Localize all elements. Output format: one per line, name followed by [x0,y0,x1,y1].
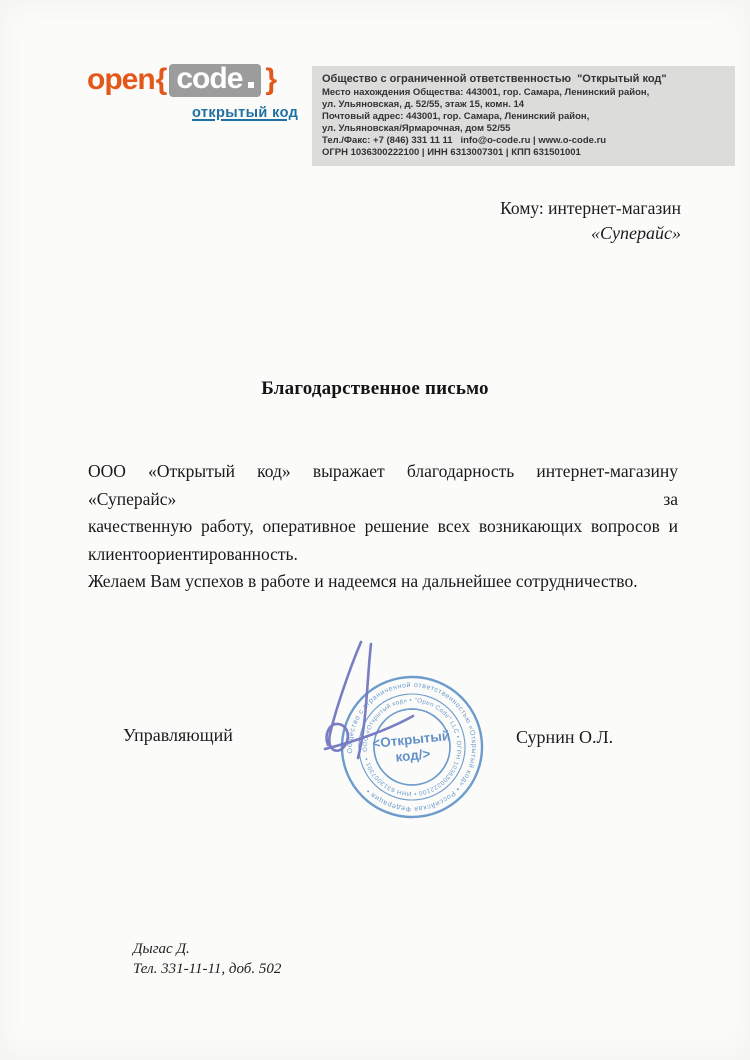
stamp-outer-ring-text: Общество с ограниченной ответственностью «Открытый код» • Российская Федерация • [346,681,478,813]
logo-subtitle: открытый код [192,105,299,121]
company-info-line: Место нахождения Общества: 443001, гор. Самара, Ленинский район, [322,87,650,98]
signatory-role: Управляющий [123,725,233,745]
logo-code-text: code [176,61,243,95]
company-contacts-line: Тел./Факс: +7 (846) 331 11 11 info@o-code.ru | www.o-code.ru [322,135,607,147]
company-logo [87,63,276,97]
stamp-inner-ring-text: ООО «Открытый код» • "Open Code" LLC • ОГРН 1036300222100 • ИНН 6313007301 • [361,696,463,798]
company-name-line: Общество с ограниченной ответственностью "Открытый код" [322,73,667,85]
logo-close-brace: } [265,63,277,96]
body-line: ООО «Открытый код» выражает благодарность интернет-магазину «Суперайс» за [88,461,678,509]
company-info-line: ул. Ульяновская, д. 52/55, этаж 15, комн. 14 [322,99,525,111]
recipient-line: Кому: интернет-магазин [500,198,681,218]
company-registration-line: ОГРН 1036300222100 | ИНН 6313007301 | КПП 631501001 [322,147,581,159]
recipient-name: «Суперайс» [591,223,681,243]
body-line: Желаем Вам успехов в работе и надеемся на дальнейшее сотрудничество. [88,571,638,591]
stamp-center-line1: <Открытый [371,728,451,752]
recipient-block [500,196,681,246]
contact-phone: Тел. 331-11-11, доб. 502 [133,960,282,977]
letter-body [88,458,678,596]
company-info-box [312,66,735,166]
body-line: клиентоориентированность. [88,543,298,564]
signature-ink [295,628,435,778]
logo-dot-icon [248,82,254,88]
letter-title: Благодарственное письмо [261,378,489,399]
logo-open-brace: { [155,63,167,96]
signatory-name: Сурнин О.Л. [516,727,614,747]
body-line: качественную работу, оперативное решение всех возникающих вопросов и [88,516,678,536]
logo-code-box [169,61,261,97]
company-info-line: ул. Ульяновская/Ярмарочная, дом 52/55 [322,123,511,135]
logo-open-text: open [87,63,155,96]
stamp-center-line2: код/> [394,746,432,765]
company-info-line: Почтовый адрес: 443001, гор. Самара, Ленинский район, [322,111,590,123]
contact-person: Дыгас Д. [133,941,190,957]
contact-block [133,940,281,979]
